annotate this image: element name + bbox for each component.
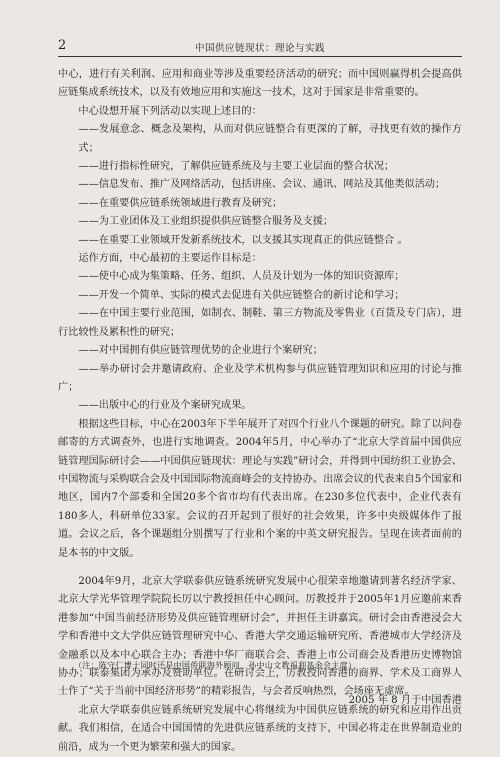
list-item: ——信息发布、推广及网络活动，包括讲座、会议、通讯、网站及其他类似活动； — [78, 179, 446, 191]
paragraph: 中心设想开展下列活动以实现上述目的： — [78, 105, 262, 117]
list-item: ——出版中心的行业及个案研究成果。 — [78, 400, 252, 412]
running-title: 中国供应链现状：理论与实践 — [194, 43, 325, 54]
footnote: （注：陈守仁博士同时还是中国侨联海外顾问、孙中山文教福利基金会主席） — [74, 661, 357, 670]
list-item: ——开发一个简单、实际的模式去促进有关供应链整合的新讨论和学习； — [78, 289, 405, 301]
list-item: ——在重要供应链系统领域进行教育及研究； — [78, 197, 283, 209]
body-text — [58, 66, 462, 757]
page-number: 2 — [58, 38, 67, 53]
paragraph: 根据这些目标，中心在2003年下半年展开了对四个行业八个课题的研究。除了以问卷邮寄的方式调查外，也进行实地调查。2004年5月，中心举办了“北京大学首届中国供应链管理国际研讨会——中国供应链现状：理论与实践”研讨会，并得到中国纺织工业协会、中国物流与采购联合会及中国国际物流商峰会的支持协办。出席会议的代表来自5个国家和地区，国内7个部委和全国20多个省市均有代表出席。在230多位代表中，企业代表有180多人，科研单位33家。会议的召开起到了很好的社会效果，许多中央级媒体作了报道。会议之后，各个课题组分别撰写了行业和个案的中英文研究报告。呈现在读者面前的是本书的中文版。 — [58, 418, 462, 559]
list-item: ——发展意念、概念及架构，从而对供应链整合有更深的了解，寻找更有效的操作方式； — [78, 124, 462, 154]
list-item: ——对中国拥有供应链管理优势的企业进行个案研究； — [78, 345, 323, 357]
paragraph-gap — [58, 563, 462, 573]
signoff-date: 2005 年 8 月于中国香港 — [348, 695, 462, 706]
paragraph: 2004年9月，北京大学联泰供应链系统研究发展中心很荣幸地邀请到著名经济学家、北京大学光华管理学院院长厉以宁教授担任中心顾问。厉教授并于2005年1月应邀前来香港参加“中国当前经济形势及供应链管理研讨会”，并担任主讲嘉宾。研讨会由香港浸会大学和香港中文大学供应链管理研究中心、香港大学交通运输研究所、香港城市大学经济及金融系以及本中心联合主办；香港中华厂商联合会、香港上市公司商会及香港历史博物馆协办；联泰集团为承办及赞助单位。在研讨会上，厉教授向香港的商界、学术及工商界人士作了“关于当前中国经济形势”的精彩报告，与会者反响热烈，会场座无虚席。 — [58, 575, 462, 698]
list-item: ——在中国主要行业范围，如制衣、制鞋、第三方物流及零售业（百货及专门店），进行比较性及累积性的研究； — [58, 308, 462, 338]
paragraph: 运作方面，中心最初的主要运作目标是： — [78, 253, 262, 265]
list-item: ——为工业团体及工业组织提供供应链整合服务及支援； — [78, 216, 334, 228]
list-item: ——举办研讨会并邀请政府、企业及学术机构参与供应链管理知识和应用的讨论与推广； — [58, 363, 462, 393]
running-header — [58, 36, 462, 57]
paragraph: 中心，进行有关利润、应用和商业等涉及重要经济活动的研究；而中国则赢得机会提高供应链集成系统技术，以及有效地应用和实施这一技术，这对于国家是非常重要的。 — [58, 69, 462, 99]
list-item: ——使中心成为集策略、任务、组织、人员及计划为一体的知识资源库； — [78, 271, 405, 283]
paragraph: 北京大学联泰供应链系统研究发展中心将继续为中国供应链系统的研究和应用作出贡献。我们相信，在适合中国国情的先进供应链系统的支持下，中国必将走在世界制造业的前沿，成为一个更为繁荣和强大的国家。 — [58, 704, 462, 753]
list-item: ——进行指标性研究，了解供应链系统及与主要工业层面的整合状况； — [78, 161, 395, 173]
list-item: ——在重要工业领域开发新系统技术，以支援其实现真正的供应链整合 。 — [78, 234, 408, 246]
